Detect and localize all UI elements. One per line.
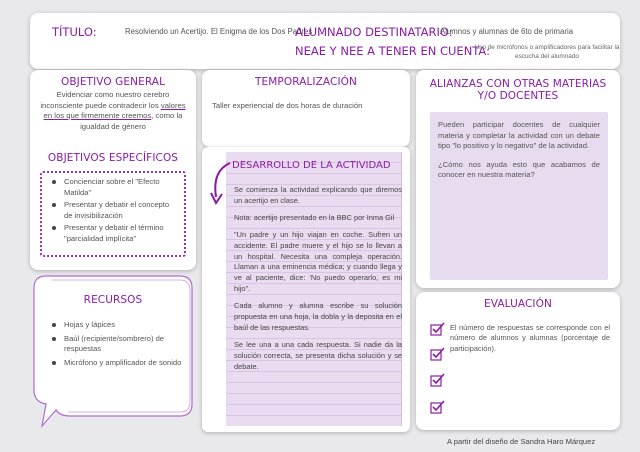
objetivo-general-title: OBJETIVO GENERAL [60, 76, 166, 88]
alianzas-title [416, 78, 620, 102]
desarrollo-body [234, 185, 402, 379]
alumnado-label: ALUMNADO DESTINATARIO: [295, 25, 453, 39]
checkbox-checked-icon [430, 322, 446, 336]
recursos-list [50, 320, 188, 371]
desarrollo-paragraph: Se comienza la actividad explicando que diremos un acertijo en clase. [234, 185, 402, 205]
objetivo-especifico-item: Concienciar sobre el "Efecto Matilda" [50, 177, 178, 198]
alianzas-title-line1: ALIANZAS CON OTRAS MATERIAS [429, 78, 607, 90]
desarrollo-paragraph: "Un padre y un hijo viajan en coche. Sufren un accidente. El padre muere y el hijo se lo llevan a un hospital. Necesita una compleja operación. Llaman a una eminencia médica; y cuando llega y ve al paciente, dice: 'No puedo operarlo, es mi hijo". [234, 229, 402, 294]
alumnado-value: Alumnos y alumnas de 6to de primaria [440, 27, 574, 36]
objetivos-card [30, 70, 196, 270]
alianzas-card [416, 70, 620, 288]
alianzas-paragraph: ¿Cómo nos ayuda esto que acabamos de conocer en nuestra materia? [438, 159, 600, 180]
objetivo-especifico-item: Presentar y debatir el término "parcialidad implícita" [50, 223, 178, 244]
recursos-title: RECURSOS [83, 294, 143, 306]
recurso-item: Hojas y lápices [50, 320, 188, 331]
desarrollo-paragraph: Se lee una a una cada respuesta. Si nadie da la solución correcta, se presenta dicha solución y se debate. [234, 339, 402, 371]
temporalizacion-text: Taller experiencial de dos horas de duración [212, 101, 363, 110]
desarrollo-paragraph: Cada alumno y alumna escribe su solución propuesta en una hoja, la dobla y la deposita en el baúl de las respuestas. [234, 301, 402, 332]
titulo-label: TÍTULO: [52, 25, 97, 39]
header-card [30, 13, 620, 69]
alianzas-box [430, 112, 608, 280]
desarrollo-card [202, 147, 410, 432]
checkbox-checked-icon [430, 347, 446, 361]
objetivos-especificos-title: OBJETIVOS ESPECÍFICOS [47, 152, 179, 164]
recurso-item: Micrófono y amplificador de sonido [50, 358, 188, 369]
alianzas-title-line2: Y/O DOCENTES [477, 90, 559, 102]
desarrollo-paragraph: Nota: acertijo presentado en la BBC por Inma Gil [234, 212, 395, 222]
evaluacion-text: El número de respuestas se corresponde con el número de alumnos y alumnas (porcentaje de participación). [450, 323, 610, 353]
recurso-item: Baúl (recipiente/sombrero) de respuestas [50, 334, 188, 355]
objetivo-especifico-item: Presentar y debatir el concepto de invisibilización [50, 200, 178, 221]
objetivos-especificos-list [40, 171, 186, 257]
alianzas-body [438, 120, 600, 189]
desarrollo-title: DESARROLLO DE LA ACTIVIDAD [232, 160, 391, 171]
objetivo-general-highlight: valores en los que firmemente creemos [43, 100, 186, 120]
checkbox-checked-icon [430, 400, 446, 414]
evaluacion-title: EVALUACIÓN [484, 298, 552, 310]
temporalizacion-title: TEMPORALIZACIÓN [255, 76, 357, 88]
neae-label: NEAE Y NEE A TENER EN CUENTA: [295, 44, 490, 58]
checkbox-checked-icon [430, 373, 446, 387]
evaluacion-card [416, 292, 620, 430]
neae-value: Uso de micrófonos o amplificadores para facilitar la escucha del alumnado [474, 44, 620, 60]
objetivo-general-text [38, 90, 188, 132]
objetivo-general-text-a: Evidenciar como nuestro cerebro inconsciente puede contradecir los [40, 90, 170, 110]
objetivo-general-text-b: , como la igualdad de género [80, 111, 183, 131]
temporalizacion-card [202, 70, 410, 147]
alianzas-paragraph: Pueden participar docentes de cualquier materia y completar la actividad con un debate tipo "lo positivo y lo negativo" de la actividad. [438, 120, 600, 151]
design-credit: A partir del diseño de Sandra Haro Márquez [447, 437, 596, 446]
titulo-value: Resolviendo un Acertijo. El Enigma de los Dos Padres [125, 27, 313, 36]
recursos-card [30, 272, 196, 430]
